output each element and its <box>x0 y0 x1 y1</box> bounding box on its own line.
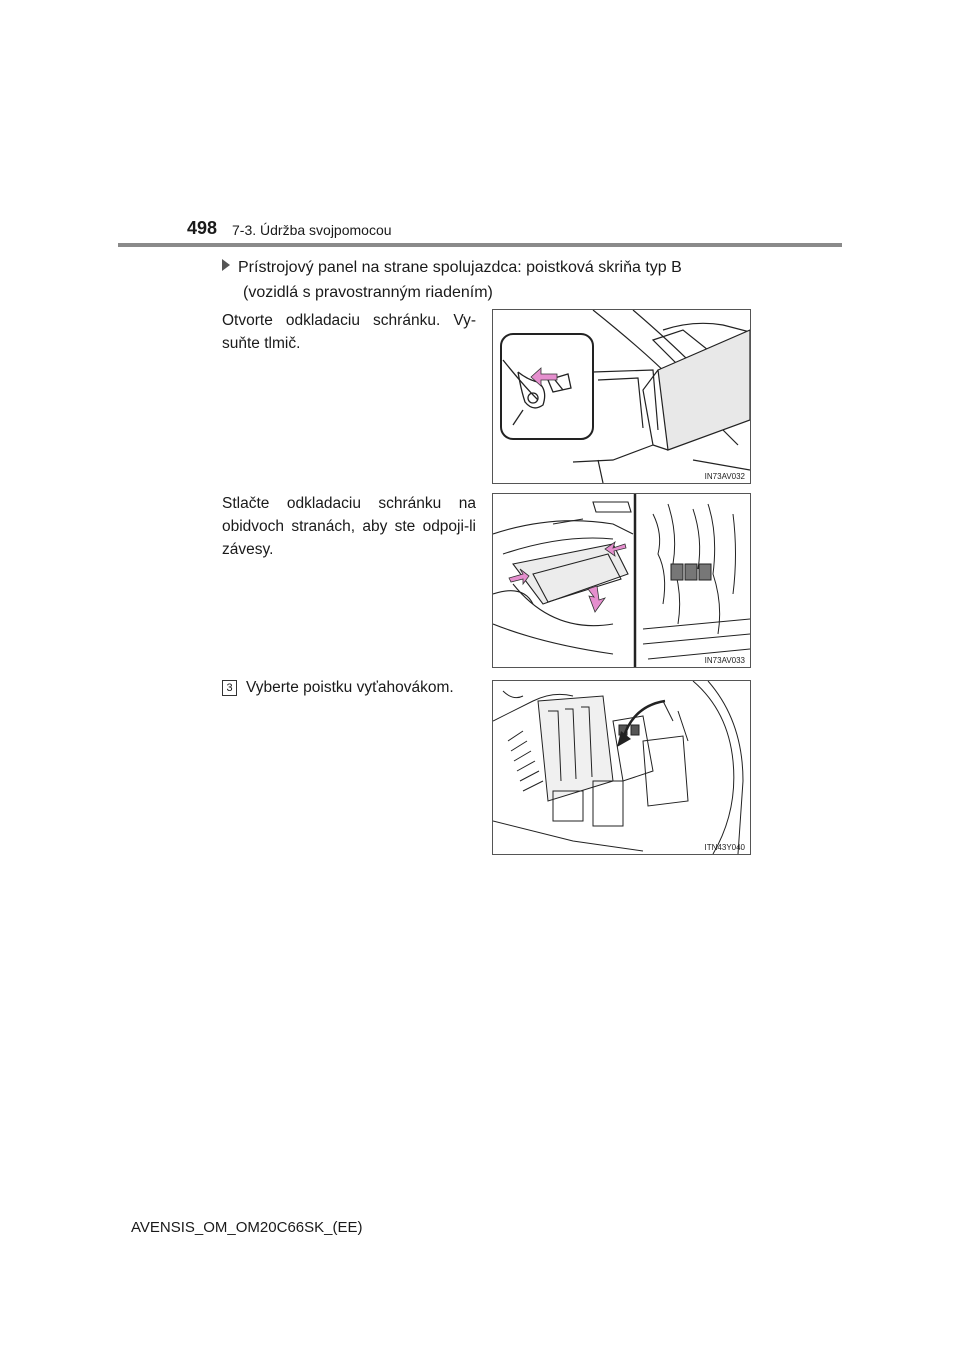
figure-fuse-puller <box>492 680 751 855</box>
heading-line-1: Prístrojový panel na strane spolujazdca: poistková skriňa typ B <box>238 259 682 276</box>
figure-code: ITN43Y040 <box>704 843 745 852</box>
figure-open-glovebox <box>492 309 751 484</box>
heading-line-2: (vozidlá s pravostranným riadením) <box>243 284 493 301</box>
header-rule <box>118 243 842 247</box>
step-number-box: 3 <box>222 680 237 696</box>
glovebox-damper-illustration <box>493 310 750 483</box>
pull-down-arrow-icon <box>588 586 605 612</box>
triangle-bullet-icon <box>222 259 230 271</box>
step-3 <box>222 676 476 699</box>
glovebox-hinges-illustration <box>493 494 750 667</box>
step-1-text: Otvorte odkladaciu schránku. Vy-suňte tlmič. <box>222 312 476 352</box>
step-2-text: Stlačte odkladaciu schránku na obidvoch stranách, aby ste odpoji-li závesy. <box>222 495 476 558</box>
page-number: 498 <box>187 218 218 238</box>
step-3-text: Vyberte poistku vyťahovákom. <box>246 679 454 696</box>
section-heading <box>222 255 742 305</box>
figure-code: IN73AV033 <box>704 656 745 665</box>
section-title: 7-3. Údržba svojpomocou <box>232 222 392 238</box>
figure-detach-glovebox <box>492 493 751 668</box>
fuse-box-illustration <box>493 681 750 854</box>
document-code: AVENSIS_OM_OM20C66SK_(EE) <box>131 1219 363 1236</box>
figure-code: IN73AV032 <box>704 472 745 481</box>
